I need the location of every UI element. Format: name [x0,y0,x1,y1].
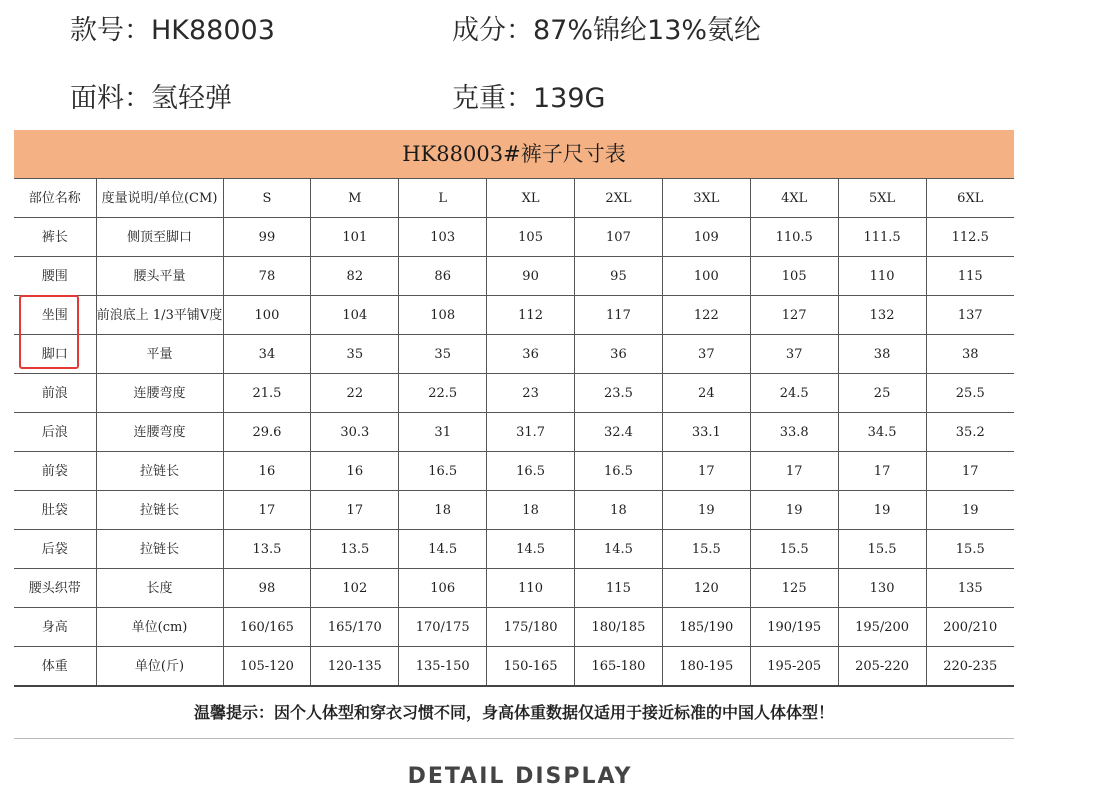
size-value-cell: 16.5 [487,452,575,491]
size-value-cell: 21.5 [223,374,311,413]
size-value-cell: 130 [838,569,926,608]
part-name-cell: 后袋 [14,530,96,569]
measure-desc-cell: 拉链长 [96,452,223,491]
size-value-cell: 35 [311,335,399,374]
size-value-cell: 205-220 [838,647,926,687]
size-chart-table [14,178,1014,687]
part-name-cell: 裤长 [14,218,96,257]
table-row [14,530,1014,569]
table-row [14,296,1014,335]
size-value-cell: 35 [399,335,487,374]
size-value-cell: 22.5 [399,374,487,413]
measure-desc-cell: 连腰弯度 [96,374,223,413]
size-value-cell: 13.5 [311,530,399,569]
size-value-cell: 78 [223,257,311,296]
part-name-cell: 坐围 [14,296,96,335]
size-value-cell: 111.5 [838,218,926,257]
size-value-cell: 105 [750,257,838,296]
size-value-cell: 14.5 [575,530,663,569]
part-name-cell: 身高 [14,608,96,647]
fabric-weight: 克重：139G [452,83,606,114]
size-value-cell: 30.3 [311,413,399,452]
size-value-cell: 165/170 [311,608,399,647]
size-value-cell: 23 [487,374,575,413]
size-value-cell: 165-180 [575,647,663,687]
size-value-cell: 31 [399,413,487,452]
table-row [14,335,1014,374]
size-value-cell: 175/180 [487,608,575,647]
size-value-cell: 29.6 [223,413,311,452]
part-name-cell: 前浪 [14,374,96,413]
size-value-cell: 17 [223,491,311,530]
size-value-cell: 107 [575,218,663,257]
size-chart-title: HK88003#裤子尺寸表 [14,130,1014,178]
size-value-cell: 25 [838,374,926,413]
table-row [14,569,1014,608]
header-cell: 3XL [662,179,750,218]
size-value-cell: 38 [926,335,1014,374]
size-value-cell: 101 [311,218,399,257]
table-row [14,257,1014,296]
size-value-cell: 24 [662,374,750,413]
size-value-cell: 23.5 [575,374,663,413]
size-value-cell: 17 [662,452,750,491]
header-cell: L [399,179,487,218]
size-value-cell: 109 [662,218,750,257]
measure-desc-cell: 连腰弯度 [96,413,223,452]
size-value-cell: 135-150 [399,647,487,687]
table-row [14,413,1014,452]
measure-desc-cell: 单位(斤) [96,647,223,687]
size-value-cell: 185/190 [662,608,750,647]
size-value-cell: 108 [399,296,487,335]
fabric: 面料：氢轻弹 [70,83,232,114]
part-name-cell: 脚口 [14,335,96,374]
size-value-cell: 36 [487,335,575,374]
size-value-cell: 195-205 [750,647,838,687]
size-value-cell: 35.2 [926,413,1014,452]
size-value-cell: 13.5 [223,530,311,569]
header-cell: 5XL [838,179,926,218]
size-value-cell: 170/175 [399,608,487,647]
size-value-cell: 17 [926,452,1014,491]
size-value-cell: 14.5 [487,530,575,569]
measure-desc-cell: 前浪底上 1/3平铺V度 [96,296,223,335]
size-value-cell: 17 [838,452,926,491]
size-value-cell: 90 [487,257,575,296]
style-number: 款号：HK88003 [70,15,275,46]
table-row [14,374,1014,413]
size-value-cell: 19 [926,491,1014,530]
measure-desc-cell: 拉链长 [96,491,223,530]
size-value-cell: 15.5 [926,530,1014,569]
header-cell: 2XL [575,179,663,218]
size-value-cell: 100 [223,296,311,335]
size-value-cell: 16 [311,452,399,491]
size-value-cell: 125 [750,569,838,608]
size-value-cell: 160/165 [223,608,311,647]
size-value-cell: 117 [575,296,663,335]
size-value-cell: 34 [223,335,311,374]
size-value-cell: 19 [662,491,750,530]
size-value-cell: 33.1 [662,413,750,452]
size-value-cell: 110.5 [750,218,838,257]
size-value-cell: 132 [838,296,926,335]
part-name-cell: 体重 [14,647,96,687]
measure-desc-cell: 侧顶至脚口 [96,218,223,257]
size-value-cell: 120 [662,569,750,608]
size-value-cell: 103 [399,218,487,257]
measure-desc-cell: 单位(cm) [96,608,223,647]
table-row [14,218,1014,257]
size-value-cell: 18 [575,491,663,530]
highlight-box [19,295,79,369]
size-value-cell: 104 [311,296,399,335]
size-value-cell: 33.8 [750,413,838,452]
size-value-cell: 115 [575,569,663,608]
size-value-cell: 190/195 [750,608,838,647]
table-row [14,608,1014,647]
table-row [14,452,1014,491]
size-value-cell: 110 [487,569,575,608]
measure-desc-cell: 平量 [96,335,223,374]
header-cell: M [311,179,399,218]
size-value-cell: 200/210 [926,608,1014,647]
size-value-cell: 16.5 [399,452,487,491]
size-value-cell: 110 [838,257,926,296]
size-value-cell: 112.5 [926,218,1014,257]
size-value-cell: 135 [926,569,1014,608]
size-value-cell: 137 [926,296,1014,335]
size-value-cell: 95 [575,257,663,296]
size-value-cell: 100 [662,257,750,296]
table-row [14,647,1014,687]
size-value-cell: 15.5 [662,530,750,569]
size-value-cell: 37 [750,335,838,374]
size-value-cell: 16.5 [575,452,663,491]
size-value-cell: 120-135 [311,647,399,687]
table-header-row [14,179,1014,218]
header-cell: 6XL [926,179,1014,218]
part-name-cell: 肚袋 [14,491,96,530]
size-value-cell: 22 [311,374,399,413]
size-value-cell: 17 [311,491,399,530]
size-value-cell: 115 [926,257,1014,296]
size-value-cell: 16 [223,452,311,491]
size-value-cell: 86 [399,257,487,296]
size-value-cell: 180/185 [575,608,663,647]
size-value-cell: 34.5 [838,413,926,452]
part-name-cell: 腰围 [14,257,96,296]
size-value-cell: 36 [575,335,663,374]
measure-desc-cell: 长度 [96,569,223,608]
header-cell: 4XL [750,179,838,218]
size-value-cell: 105-120 [223,647,311,687]
size-value-cell: 98 [223,569,311,608]
size-value-cell: 150-165 [487,647,575,687]
size-value-cell: 112 [487,296,575,335]
measure-desc-cell: 拉链长 [96,530,223,569]
size-value-cell: 180-195 [662,647,750,687]
size-value-cell: 99 [223,218,311,257]
size-value-cell: 102 [311,569,399,608]
size-value-cell: 14.5 [399,530,487,569]
size-value-cell: 38 [838,335,926,374]
composition: 成分：87%锦纶13%氨纶 [452,15,762,46]
size-value-cell: 127 [750,296,838,335]
divider [14,738,1014,739]
header-cell: 部位名称 [14,179,96,218]
header-cell: S [223,179,311,218]
part-name-cell: 前袋 [14,452,96,491]
header-cell: XL [487,179,575,218]
size-value-cell: 18 [399,491,487,530]
size-value-cell: 15.5 [838,530,926,569]
size-value-cell: 19 [750,491,838,530]
size-value-cell: 32.4 [575,413,663,452]
size-value-cell: 122 [662,296,750,335]
size-value-cell: 195/200 [838,608,926,647]
sizing-note: 温馨提示：因个人体型和穿衣习惯不同，身高体重数据仅适用于接近标准的中国人体体型！ [193,703,834,722]
size-value-cell: 37 [662,335,750,374]
size-value-cell: 31.7 [487,413,575,452]
size-value-cell: 105 [487,218,575,257]
size-value-cell: 17 [750,452,838,491]
header-cell: 度量说明/单位(CM) [96,179,223,218]
size-value-cell: 220-235 [926,647,1014,687]
size-value-cell: 18 [487,491,575,530]
size-value-cell: 19 [838,491,926,530]
size-value-cell: 82 [311,257,399,296]
detail-display-heading: DETAIL DISPLAY [407,764,633,789]
measure-desc-cell: 腰头平量 [96,257,223,296]
part-name-cell: 腰头织带 [14,569,96,608]
size-value-cell: 106 [399,569,487,608]
table-row [14,491,1014,530]
size-value-cell: 24.5 [750,374,838,413]
part-name-cell: 后浪 [14,413,96,452]
size-value-cell: 15.5 [750,530,838,569]
size-value-cell: 25.5 [926,374,1014,413]
